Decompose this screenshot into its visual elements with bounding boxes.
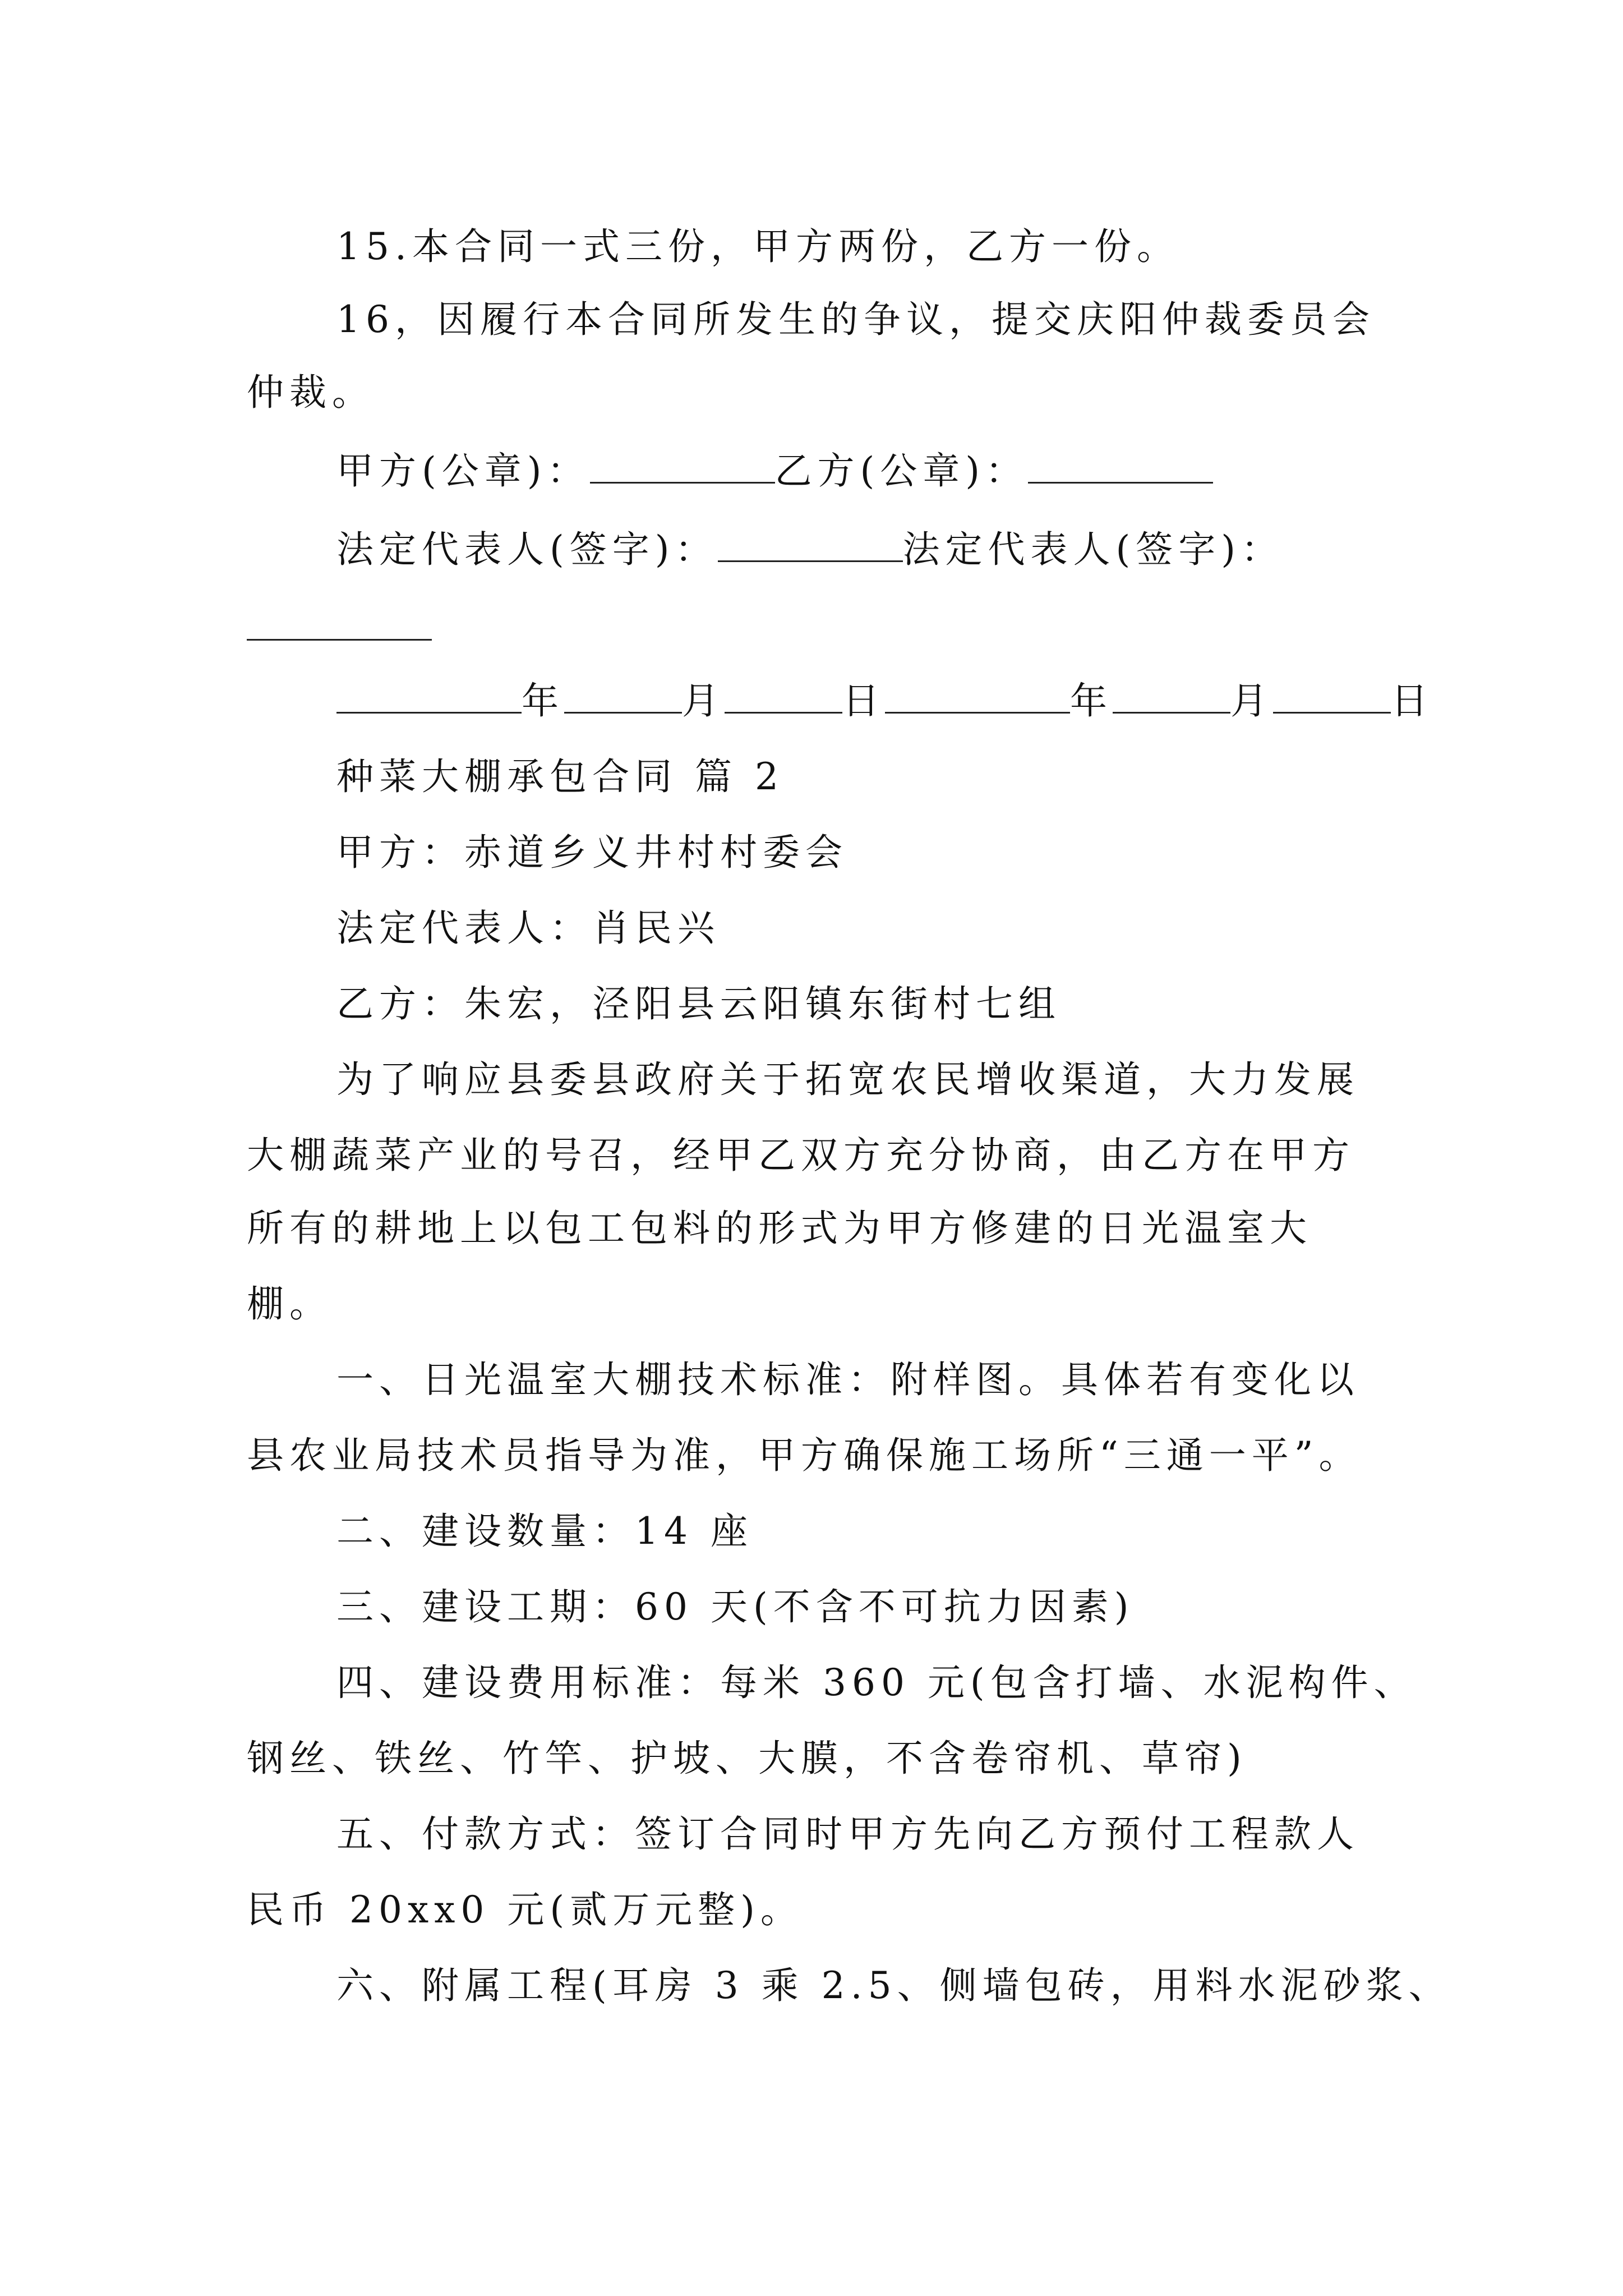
section-heading: 种菜大棚承包合同 篇 2 — [336, 755, 784, 798]
party-b-rep-label: 法定代表人(签字)： — [902, 528, 1284, 571]
party-b-seal-label: 乙方(公章)： — [774, 449, 1028, 493]
date-a-year-blank — [336, 680, 522, 714]
clause-16-cont: 仲裁。 — [247, 371, 375, 414]
preamble-line-3: 所有的耕地上以包工包料的形式为甲方修建的日光温室大 — [247, 1207, 1312, 1250]
preamble-line-4: 棚。 — [247, 1282, 332, 1326]
article-4-line-1: 四、建设费用标准：每米 360 元(包含打墙、水泥构件、 — [336, 1661, 1417, 1704]
clause-15: 15.本合同一式三份，甲方两份，乙方一份。 — [336, 225, 1179, 268]
party-b-line: 乙方：朱宏，泾阳县云阳镇东街村七组 — [336, 982, 1061, 1025]
date-a-year-label: 年 — [522, 679, 564, 723]
party-b-seal-blank — [1028, 450, 1213, 484]
date-b-year-blank — [885, 680, 1070, 714]
party-b-rep-blank — [247, 608, 432, 641]
party-a-seal-line — [336, 449, 1486, 494]
date-a-month-label: 月 — [682, 679, 725, 723]
party-a-rep-label: 法定代表人(签字)： — [336, 528, 718, 571]
article-4-line-2: 钢丝、铁丝、竹竿、护坡、大膜，不含卷帘机、草帘) — [247, 1737, 1247, 1780]
legal-rep-line: 法定代表人：肖民兴 — [336, 907, 720, 950]
clause-16: 16，因履行本合同所发生的争议，提交庆阳仲裁委员会 — [336, 298, 1375, 341]
date-b-month-label: 月 — [1230, 679, 1273, 723]
article-2: 二、建设数量：14 座 — [336, 1510, 753, 1553]
party-a-line: 甲方：赤道乡义井村村委会 — [336, 831, 848, 874]
date-b-month-blank — [1113, 680, 1230, 714]
party-a-seal-label: 甲方(公章)： — [336, 449, 590, 493]
date-a-month-blank — [564, 680, 682, 714]
date-b-day-label: 日 — [1391, 679, 1433, 723]
article-6-line-1: 六、附属工程(耳房 3 乘 2.5、侧墙包砖，用料水泥砂浆、 — [336, 1964, 1451, 2007]
date-b-day-blank — [1273, 680, 1391, 714]
date-a-day-label: 日 — [842, 679, 885, 723]
date-line — [336, 679, 1486, 724]
article-3: 三、建设工期：60 天(不含不可抗力因素) — [336, 1585, 1135, 1628]
date-b-year-label: 年 — [1070, 679, 1113, 723]
article-1-line-2: 县农业局技术员指导为准，甲方确保施工场所“三通一平”。 — [247, 1434, 1362, 1477]
preamble-line-1: 为了响应县委县政府关于拓宽农民增收渠道，大力发展 — [336, 1058, 1359, 1101]
party-a-seal-blank — [590, 450, 775, 484]
party-b-rep-blank-line — [247, 606, 1396, 651]
article-5-line-2: 民币 20xx0 元(贰万元整)。 — [247, 1888, 803, 1931]
article-1-line-1: 一、日光温室大棚技术标准：附样图。具体若有变化以 — [336, 1358, 1359, 1401]
date-a-day-blank — [725, 680, 842, 714]
article-5-line-1: 五、付款方式：签订合同时甲方先向乙方预付工程款人 — [336, 1812, 1359, 1856]
legal-rep-sign-line — [336, 527, 1486, 572]
preamble-line-2: 大棚蔬菜产业的号召，经甲乙双方充分协商，由乙方在甲方 — [247, 1134, 1355, 1177]
party-a-rep-blank — [718, 529, 903, 562]
